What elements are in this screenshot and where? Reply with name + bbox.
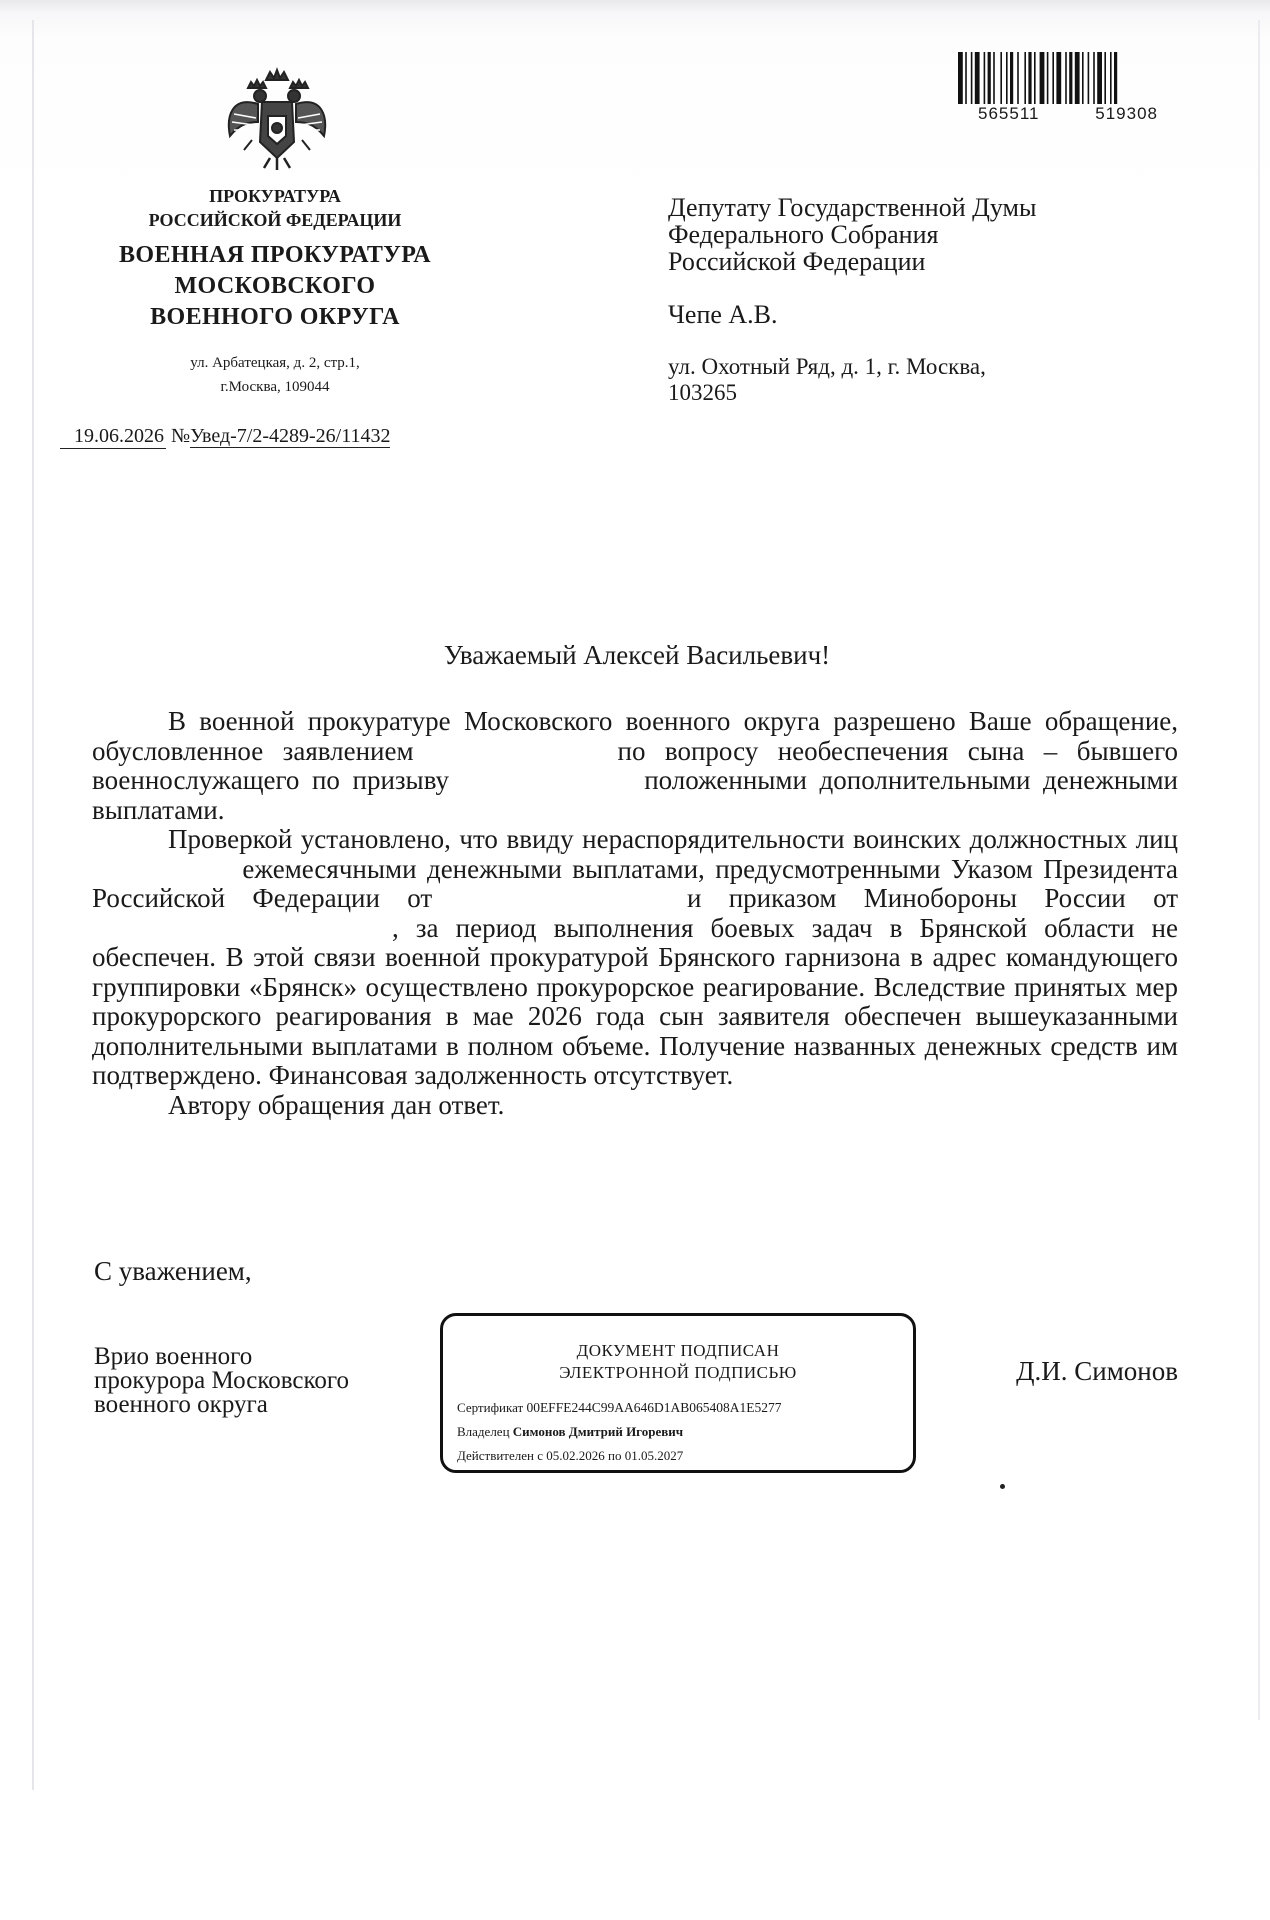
stamp-validity: [457, 1448, 683, 1464]
registration-line: [60, 425, 390, 449]
paragraph-2-part-d: , за период выполнения боевых задач в Брянской области не обеспечен. В этой связи военной прокуратурой Брянского гарнизона в адрес командующего группировки «Брянск» осуществлено прокурорское реагирование. Вследствие принятых мер прокурорского реагирования в мае 2026 года сын заявителя обеспечен вышеуказанными дополнительными выплатами в полном объеме. Получение названных денежных средств им подтверждено. Финансовая задолженность отсутствует.: [92, 912, 1178, 1090]
barcode-bar: [1034, 52, 1036, 104]
paragraph-2-part-b: ежемесячными денежными выплатами, предусмотренными Указом Президента Российской Федерации от: [92, 853, 1178, 913]
barcode-bar: [1047, 52, 1049, 104]
salutation: Уважаемый Алексей Васильевич!: [443, 640, 831, 670]
addressee-address: [668, 354, 1188, 406]
signer-position-line-1: Врио военного: [94, 1343, 253, 1370]
barcode-bar: [1093, 52, 1095, 104]
redaction-mark: [92, 919, 392, 941]
paragraph-1: [92, 707, 1178, 825]
barcode-bar: [1110, 52, 1112, 104]
registration-date: 19.06.2026: [60, 425, 166, 449]
barcode-bar: [1040, 52, 1045, 104]
stamp-valid-from: 05.02.2026: [546, 1448, 605, 1463]
sender-block: [90, 184, 460, 399]
barcode-bar: [1000, 52, 1002, 104]
paragraph-1-part-a: В военной прокуратуре Московского военного округа разрешено Ваше обращение, обусловленное заявлением: [92, 706, 1178, 766]
stamp-title-line-2: ЭЛЕКТРОННОЙ ПОДПИСЬЮ: [559, 1363, 797, 1382]
letter-body: [92, 707, 1178, 1120]
signer-name: Д.И. Симонов: [1016, 1356, 1178, 1386]
addressee-block: [668, 194, 1188, 406]
barcode-bar: [1069, 52, 1072, 104]
barcode-bar: [1088, 52, 1090, 104]
stamp-validity-label: Действителен с: [457, 1448, 543, 1463]
paragraph-2: [92, 825, 1178, 1091]
addressee-line-1: Депутату Государственной Думы: [668, 193, 1037, 222]
signer-position: [94, 1345, 434, 1417]
barcode-bar: [1017, 52, 1019, 104]
page-edge-left: [32, 20, 34, 1790]
stamp-certificate: [457, 1400, 781, 1416]
department-name: [90, 240, 460, 333]
barcode-bar: [1097, 52, 1102, 104]
barcode-bar: [971, 52, 973, 104]
ink-dot: [1000, 1484, 1005, 1489]
dept-line-2: МОСКОВСКОГО: [174, 273, 376, 299]
barcode-bar: [1024, 52, 1026, 104]
paragraph-3: Автору обращения дан ответ.: [168, 1089, 505, 1120]
paragraph-1-part-c: положенными дополнительными денежными выплатами.: [92, 765, 1178, 825]
stamp-owner: [457, 1424, 683, 1440]
barcode-bar: [1010, 52, 1013, 104]
dept-line-3: ВОЕННОГО ОКРУГА: [150, 304, 400, 330]
addressee-line-3: Российской Федерации: [668, 247, 926, 276]
stamp-valid-to: 01.05.2027: [624, 1448, 684, 1463]
redaction-mark: [433, 742, 598, 764]
page-edge-right: [1258, 20, 1260, 1720]
signer-position-line-2: прокурора Московского: [94, 1367, 349, 1394]
stamp-title: [443, 1340, 913, 1384]
barcode-bar: [958, 52, 963, 104]
barcode-bar: [975, 52, 980, 104]
barcode-bar: [993, 52, 995, 104]
redaction-mark: [462, 772, 632, 794]
barcode-numbers: [978, 104, 1158, 124]
closing: С уважением,: [94, 1256, 252, 1286]
barcode-left-number: 565511: [978, 104, 1040, 123]
barcode-bar: [965, 52, 967, 104]
barcode-bar: [988, 52, 991, 104]
registration-number-prefix: №: [171, 425, 191, 447]
sender-address-line-1: ул. Арбатецкая, д. 2, стр.1,: [190, 355, 360, 371]
redaction-mark: [110, 570, 720, 622]
coat-of-arms-icon: [222, 66, 332, 172]
signer-position-line-3: военного округа: [94, 1391, 268, 1418]
barcode-bar: [1082, 52, 1084, 104]
stamp-certificate-value: 00EFFE244C99AA646D1AB065408A1E5277: [526, 1400, 782, 1415]
paragraph-1-part-b: по вопросу необеспечения сына – бывшего военнослужащего по призыву: [92, 735, 1179, 795]
dept-line-1: ВОЕННАЯ ПРОКУРАТУРА: [118, 242, 432, 268]
org-name: [90, 184, 460, 232]
barcode-bar: [1114, 52, 1117, 104]
stamp-owner-label: Владелец: [457, 1424, 510, 1439]
addressee-address-line-2: 103265: [668, 380, 737, 405]
barcode-bar: [1065, 52, 1067, 104]
redaction-mark: [92, 860, 232, 882]
stamp-certificate-label: Сертификат: [457, 1400, 524, 1415]
addressee-address-line-1: ул. Охотный Ряд, д. 1, г. Москва,: [668, 354, 986, 379]
paragraph-2-part-a: Проверкой установлено, что ввиду нераспорядительности воинских должностных лиц: [168, 824, 1178, 854]
addressee-line-2: Федерального Собрания: [668, 220, 939, 249]
org-line-1: ПРОКУРАТУРА: [209, 186, 341, 206]
addressee-name: Чепе А.В.: [668, 300, 778, 329]
registration-number: Увед-7/2-4289-26/11432: [190, 425, 391, 447]
sender-address-line-2: г.Москва, 109044: [220, 379, 330, 395]
barcode-bar: [1075, 52, 1080, 104]
sender-address: [90, 351, 460, 399]
barcode-bar: [1052, 52, 1054, 104]
barcode-right-number: 519308: [1095, 104, 1158, 123]
barcode-bar: [984, 52, 986, 104]
barcode-bar: [1104, 52, 1106, 104]
stamp-validity-mid: по: [608, 1448, 622, 1463]
stamp-title-line-1: ДОКУМЕНТ ПОДПИСАН: [576, 1341, 780, 1360]
barcode-bar: [1028, 52, 1031, 104]
barcode-bar: [1006, 52, 1008, 104]
redaction-mark: [460, 890, 660, 912]
stamp-owner-value: Симонов Дмитрий Игоревич: [512, 1424, 684, 1439]
barcode-bar: [1056, 52, 1061, 104]
electronic-signature-stamp: [440, 1313, 916, 1473]
org-line-2: РОССИЙСКОЙ ФЕДЕРАЦИИ: [148, 210, 402, 230]
paragraph-2-part-c: и приказом Минобороны России от: [686, 883, 1179, 913]
